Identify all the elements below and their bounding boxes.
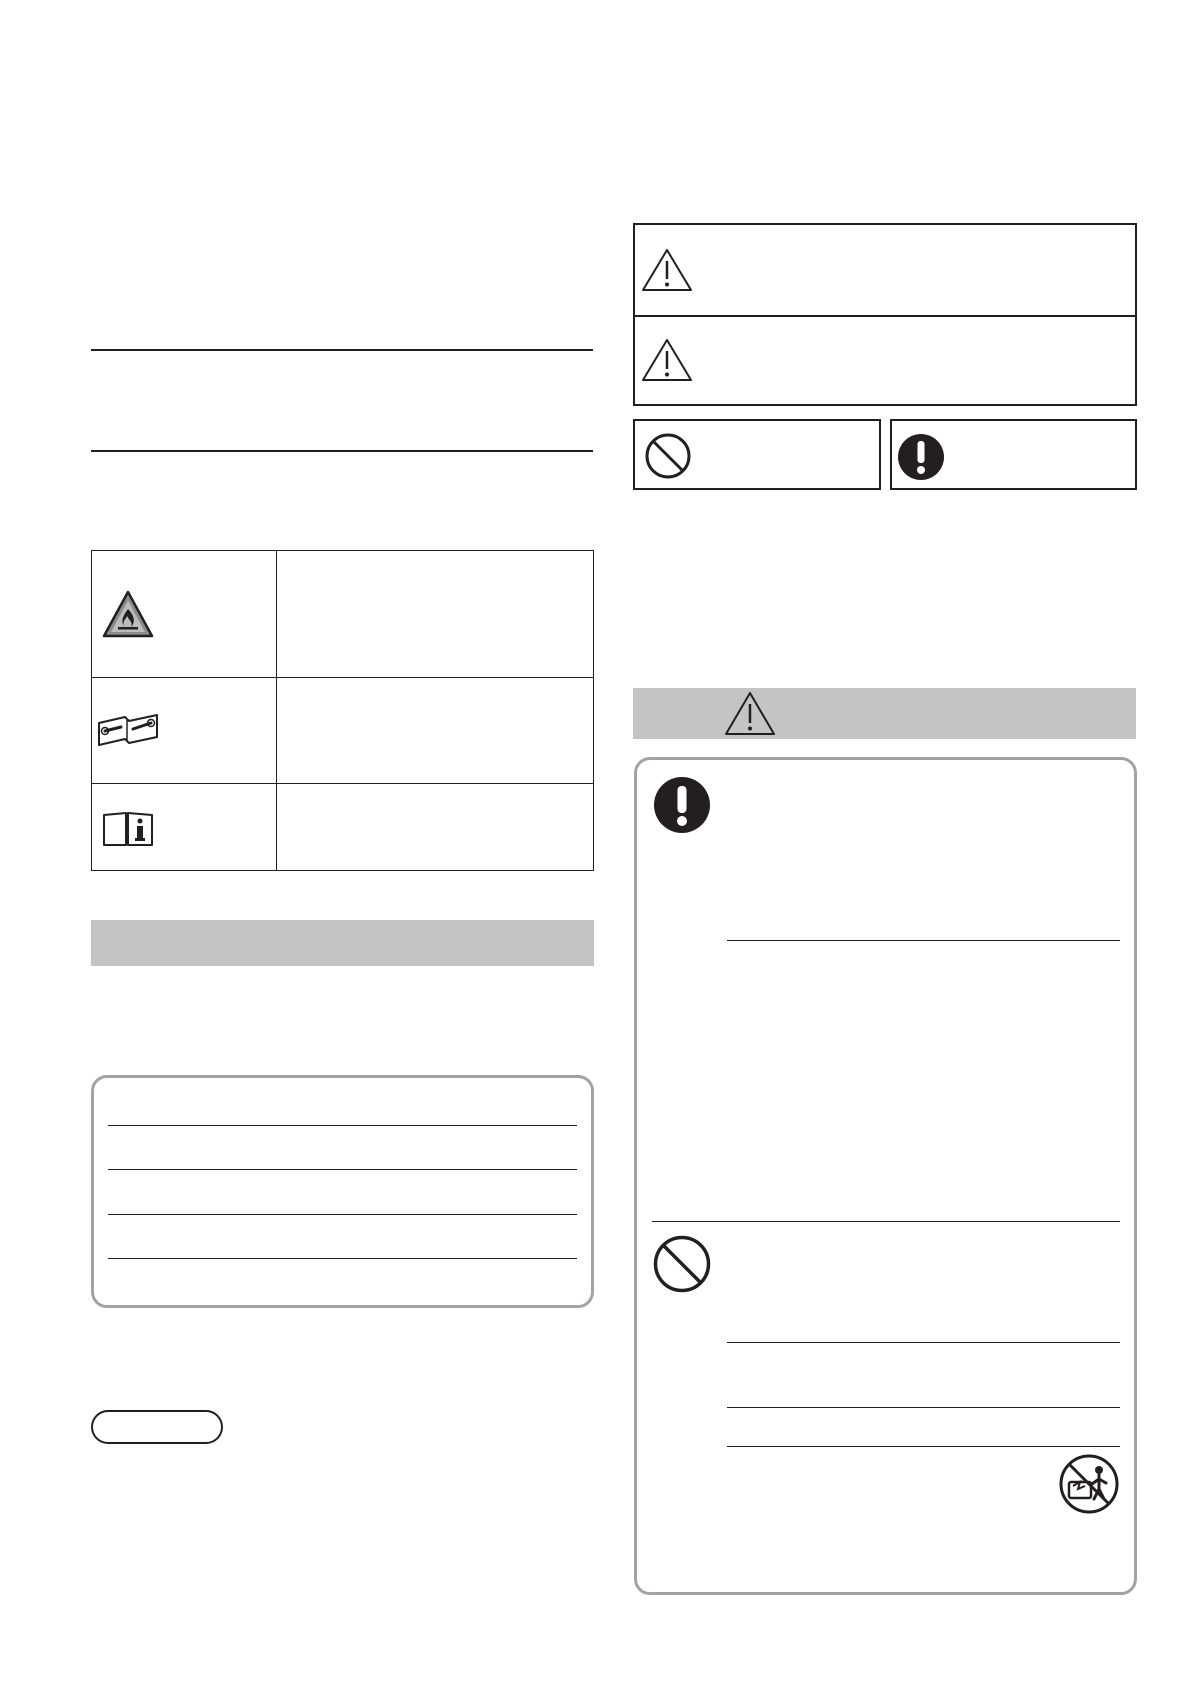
mandatory-action-icon — [896, 432, 946, 482]
warning-triangle-icon — [724, 690, 776, 737]
warning-header-bar — [633, 688, 1136, 739]
top-rule — [91, 349, 593, 351]
symbol-table-row — [92, 677, 593, 783]
rounded-list-box — [91, 1075, 594, 1308]
pill-label — [91, 1410, 223, 1444]
symbol-table — [91, 550, 594, 871]
panel-item-divider — [727, 940, 1120, 941]
warning-triangle-icon — [641, 247, 693, 293]
information-manual-icon — [102, 811, 154, 847]
list-row-divider — [108, 1125, 577, 1126]
list-row-divider — [108, 1258, 577, 1259]
panel-item-divider — [727, 1342, 1120, 1343]
panel-item-divider — [727, 1446, 1120, 1447]
prohibition-icon — [652, 1234, 712, 1294]
bottom-rule — [91, 450, 593, 452]
section-heading-bar — [91, 920, 594, 966]
panel-section-divider — [652, 1221, 1120, 1222]
symbol-table-row — [92, 783, 593, 872]
symbol-table-row — [92, 551, 593, 677]
mandatory-symbol-box — [890, 419, 1137, 490]
no-touch-electrical-icon — [1058, 1453, 1120, 1515]
service-manual-icon — [95, 709, 161, 749]
panel-item-divider — [727, 1407, 1120, 1408]
caution-triangle-icon — [641, 337, 693, 383]
prohibition-symbol-box — [633, 419, 881, 490]
list-row-divider — [108, 1214, 577, 1215]
warning-signal-box — [633, 223, 1137, 406]
prohibition-icon — [644, 432, 692, 480]
list-row-divider — [108, 1169, 577, 1170]
warning-panel — [634, 757, 1137, 1595]
flammable-warning-icon — [102, 589, 154, 639]
mandatory-action-icon — [652, 775, 712, 835]
signal-box-divider — [635, 315, 1135, 317]
